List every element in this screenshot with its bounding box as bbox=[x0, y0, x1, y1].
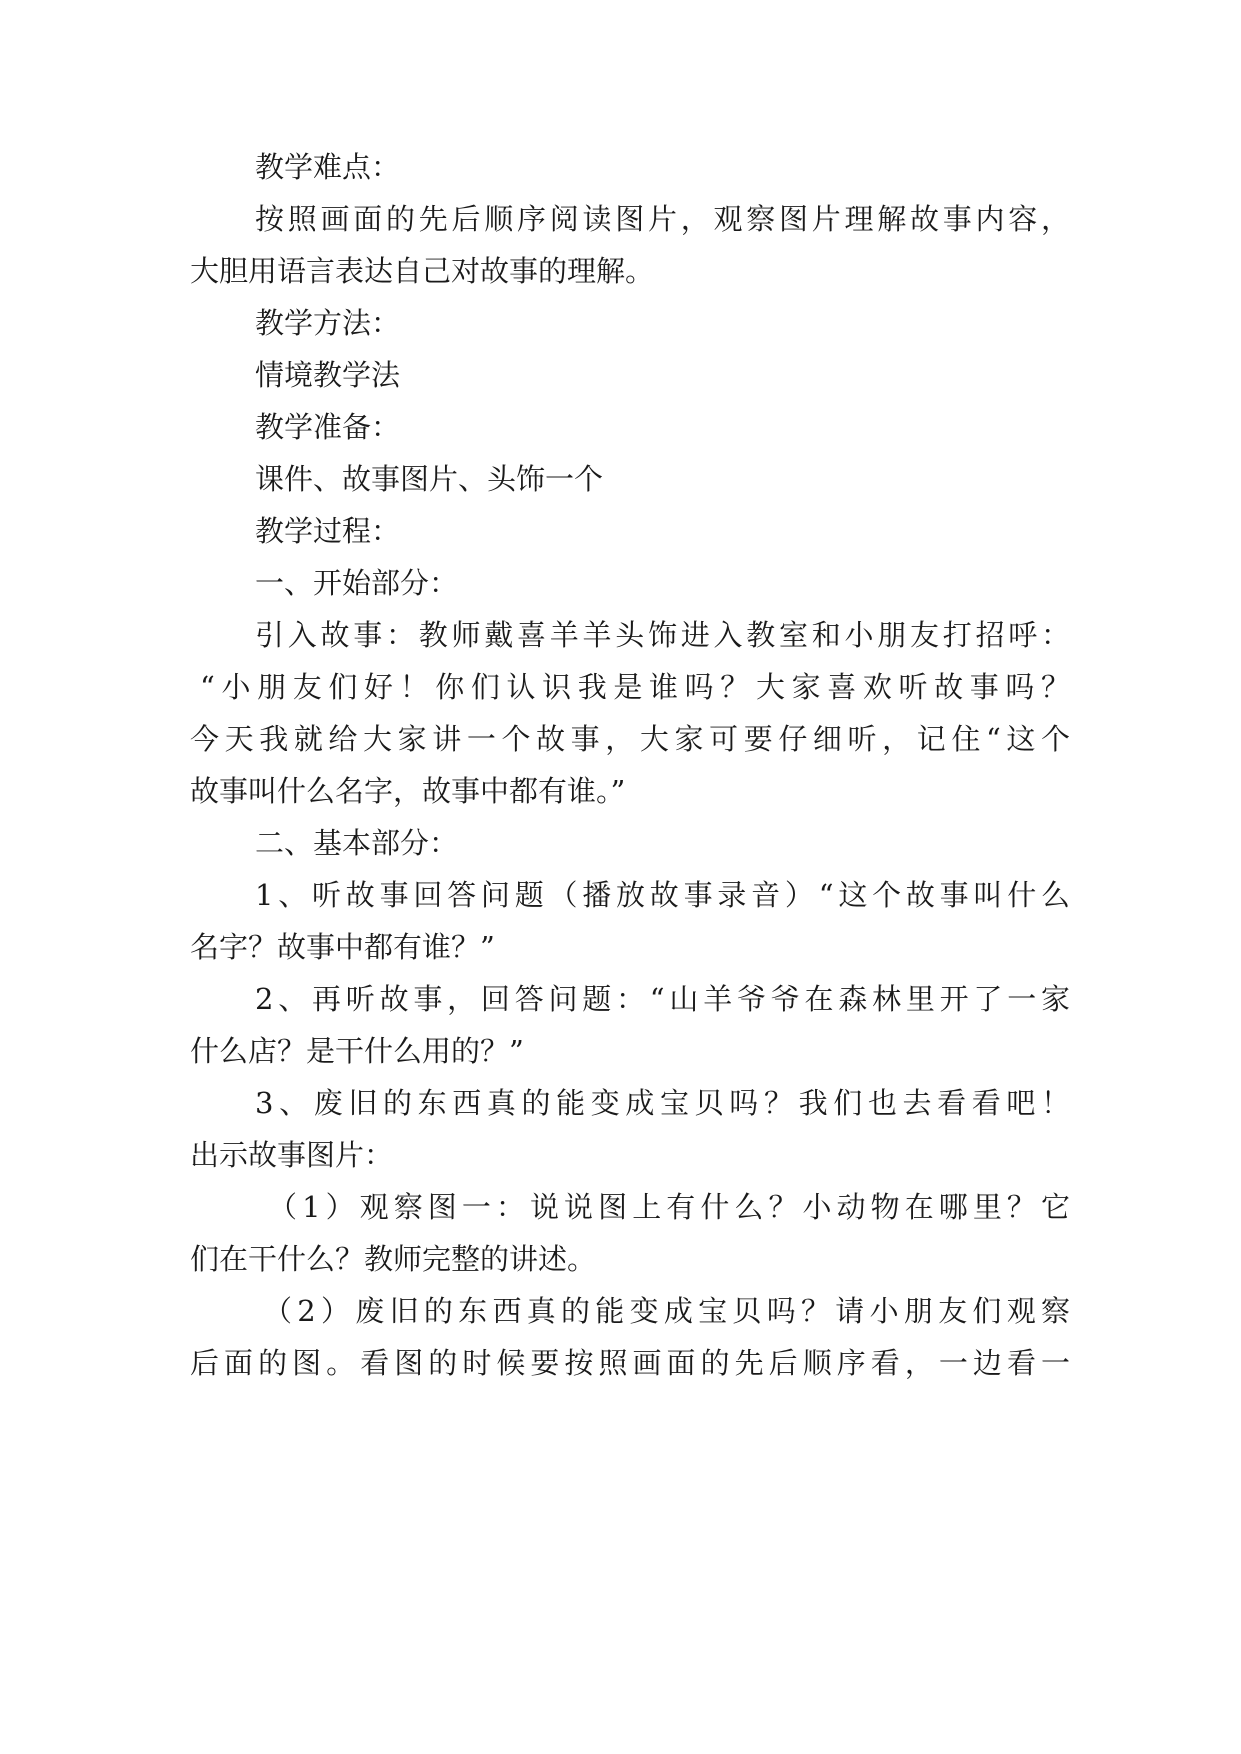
heading-teaching-process: 教学过程： bbox=[255, 514, 401, 548]
paragraph-line: 课件、故事图片、头饰一个 bbox=[255, 462, 604, 496]
paragraph-line: 们在干什么？教师完整的讲述。 bbox=[190, 1242, 597, 1276]
section-heading: 二、基本部分： bbox=[255, 826, 459, 860]
paragraph-line: 1、听故事回答问题（播放故事录音）“这个故事叫什么 bbox=[255, 878, 1070, 912]
paragraph-line: 引入故事：教师戴喜羊羊头饰进入教室和小朋友打招呼： bbox=[255, 618, 1070, 652]
paragraph-line: （2）废旧的东西真的能变成宝贝吗？请小朋友们观察 bbox=[263, 1294, 1070, 1328]
paragraph-line: 故事叫什么名字，故事中都有谁。” bbox=[190, 774, 626, 808]
paragraph-line: （1）观察图一：说说图上有什么？小动物在哪里？它 bbox=[268, 1190, 1070, 1224]
paragraph-line: 2、再听故事，回答问题：“山羊爷爷在森林里开了一家 bbox=[255, 982, 1070, 1016]
paragraph-line: 3、废旧的东西真的能变成宝贝吗？我们也去看看吧！ bbox=[255, 1086, 1070, 1120]
paragraph-line: 情境教学法 bbox=[255, 358, 401, 392]
paragraph-line: 什么店？是干什么用的？” bbox=[190, 1034, 524, 1068]
heading-teaching-difficulty: 教学难点： bbox=[255, 150, 401, 184]
paragraph-line: 后面的图。看图的时候要按照画面的先后顺序看，一边看一 bbox=[190, 1346, 1070, 1380]
paragraph-line: 今天我就给大家讲一个故事，大家可要仔细听，记住“这个 bbox=[190, 722, 1070, 756]
paragraph-line: 大胆用语言表达自己对故事的理解。 bbox=[190, 254, 655, 288]
paragraph-line: 出示故事图片： bbox=[190, 1138, 394, 1172]
heading-teaching-preparation: 教学准备： bbox=[255, 410, 401, 444]
section-heading: 一、开始部分： bbox=[255, 566, 459, 600]
heading-teaching-method: 教学方法： bbox=[255, 306, 401, 340]
paragraph-line: 按照画面的先后顺序阅读图片，观察图片理解故事内容， bbox=[255, 202, 1070, 236]
paragraph-line: 名字？故事中都有谁？” bbox=[190, 930, 495, 964]
paragraph-line: “小朋友们好！你们认识我是谁吗？大家喜欢听故事吗？ bbox=[200, 670, 1070, 704]
